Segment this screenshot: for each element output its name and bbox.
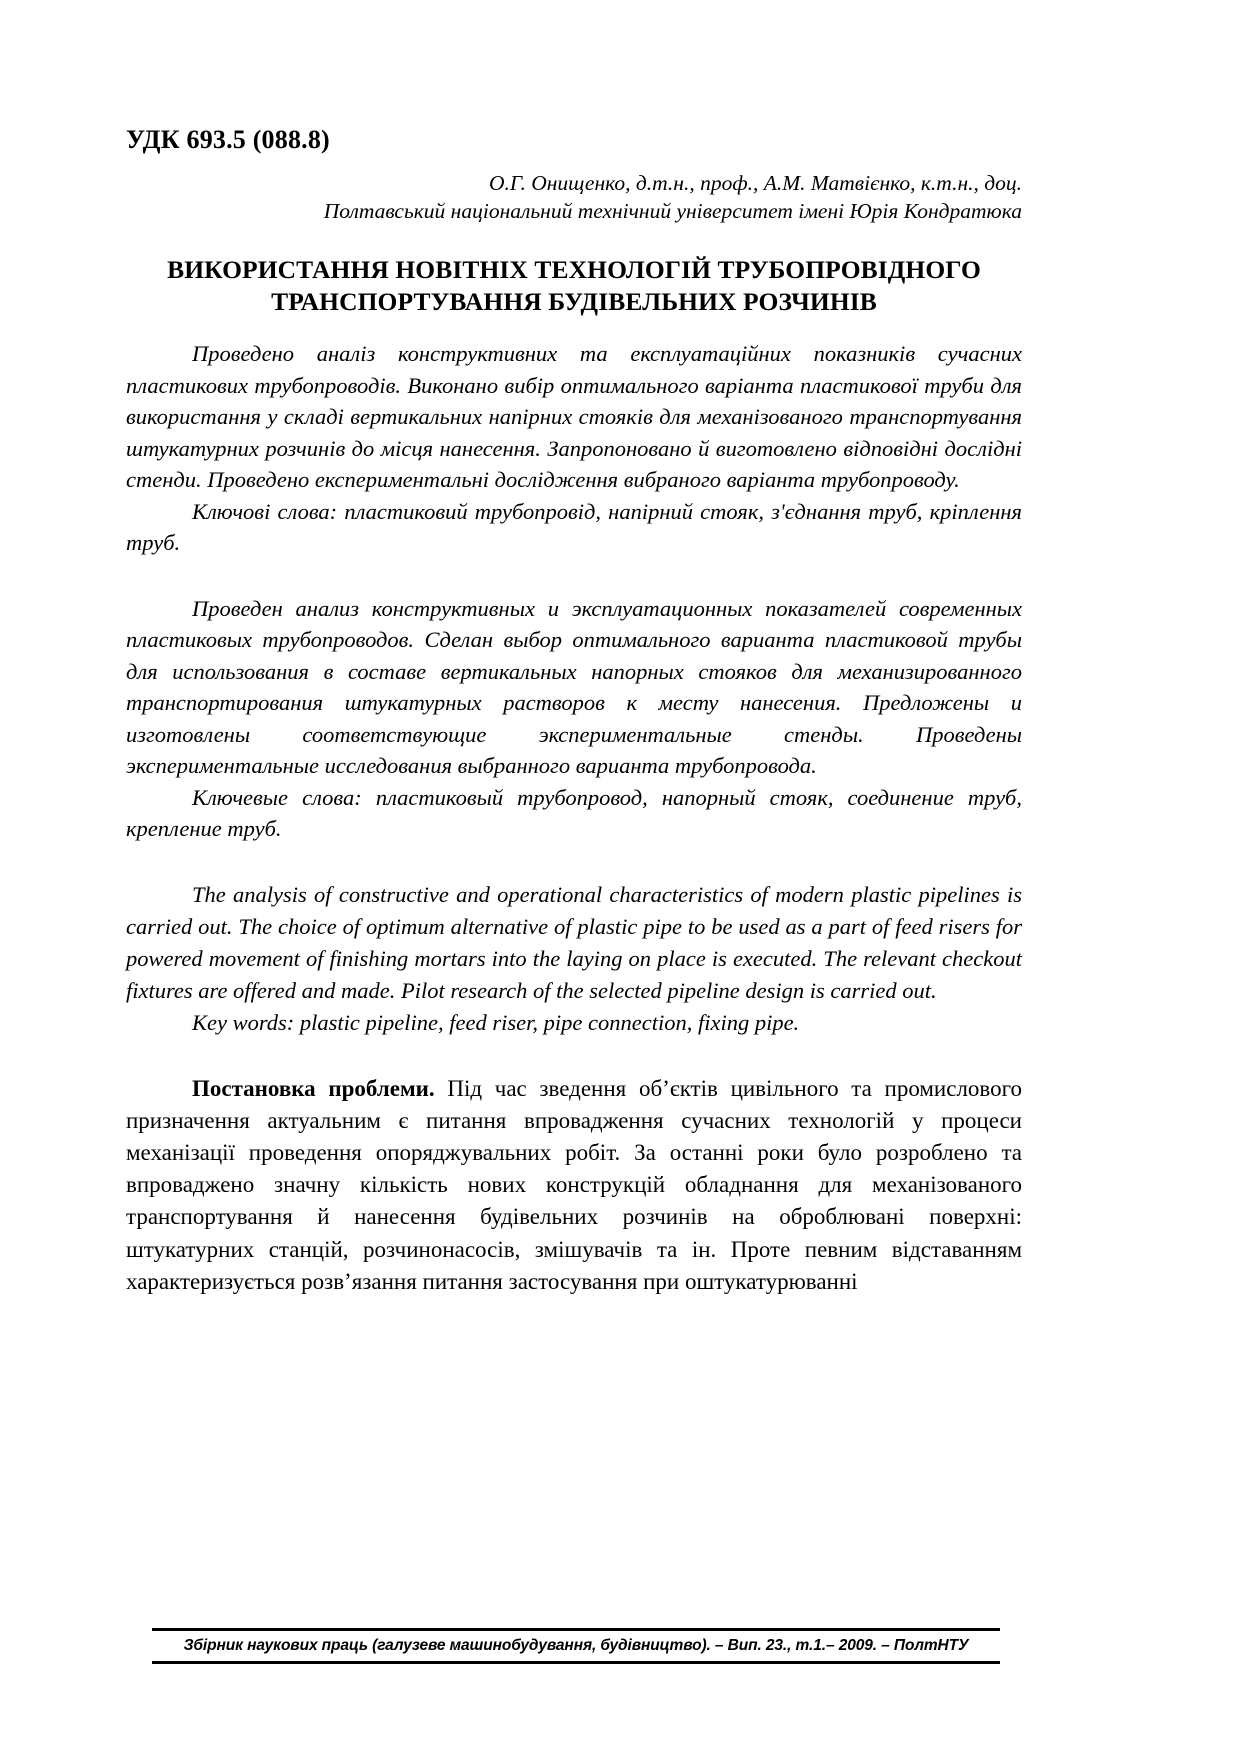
footer-rule-bottom bbox=[152, 1661, 1000, 1664]
abstract-ru-keywords-label: Ключевые слова: bbox=[192, 784, 362, 810]
affiliation: Полтавський національний технічний університет імені Юрія Кондратюка bbox=[323, 199, 1022, 224]
section-body-text: Під час зведення об’єктів цивільного та промислового призначення актуальним є питання впровадження сучасних технологій у процеси механізації проведення опоряджувальних робіт. За останні роки було розроблено та впроваджено значну кількість нових конструкцій обладнання для механізованого транспортування й нанесення будівельних розчинів на оброблювані поверхні: штукатурних станцій, розчинонасосів, змішувачів та ін. Проте певним відставанням характеризується розв’язання питання застосування при оштукатурюванні bbox=[126, 1075, 1022, 1294]
section-paragraph bbox=[126, 1073, 1022, 1298]
abstract-english bbox=[126, 879, 1022, 1039]
udc-code: УДК 693.5 (088.8) bbox=[126, 125, 330, 154]
article-title-line-1: ВИКОРИСТАННЯ НОВІТНІХ ТЕХНОЛОГІЙ ТРУБОПРОВІДНОГО bbox=[167, 255, 981, 285]
abstract-uk-body: Проведено аналіз конструктивних та експлуатаційних показників сучасних пластикових трубопроводів. Виконано вибір оптимального варіанта пластикової труби для використання у складі вертикальних напірних стояків для механізованого транспортування штукатурних розчинів до місця нанесення. Запропоновано й виготовлено відповідні дослідні стенди. Проведено експериментальні дослідження вибраного варіанта трубопроводу. bbox=[126, 341, 1022, 493]
section-problem-statement bbox=[126, 1073, 1022, 1298]
article-title-line-2: ТРАНСПОРТУВАННЯ БУДІВЕЛЬНИХ РОЗЧИНІВ bbox=[271, 287, 877, 317]
spacer-uk-ru bbox=[126, 559, 1022, 593]
page-footer bbox=[152, 1628, 1000, 1664]
abstract-en-body: The analysis of constructive and operational characteristics of modern plastic pipelines is carried out. The choice of optimum alternative of plastic pipe to be used as a part of feed risers for powered movement of finishing mortars into the laying on place is executed. The relevant checkout fixtures are offered and made. Pilot research of the selected pipeline design is carried out. bbox=[126, 881, 1022, 1003]
abstract-ru-body: Проведен анализ конструктивных и эксплуатационных показателей современных пластиковых трубопроводов. Сделан выбор оптимального варианта пластиковой трубы для использования в составе вертикальных напорных стояков для механизированного транспортирования штукатурных растворов к месту нанесения. Предложены и изготовлены соответствующие экспериментальные стенды. Проведены экспериментальные исследования выбранного варианта трубопровода. bbox=[126, 595, 1022, 779]
abstract-uk-keywords-label: Ключові слова: bbox=[192, 498, 338, 524]
spacer-en-body bbox=[126, 1039, 1022, 1073]
abstract-ru-keywords-value: пластиковый трубопровод, напорный стояк, соединение труб, крепление труб. bbox=[126, 784, 1022, 842]
page-content bbox=[126, 126, 1022, 1298]
abstract-en-keywords-value: plastic pipeline, feed riser, pipe connection, fixing pipe. bbox=[299, 1009, 800, 1035]
abstract-ru-keywords bbox=[126, 782, 1022, 845]
article-title bbox=[126, 254, 1022, 318]
abstract-ukrainian bbox=[126, 338, 1022, 559]
abstract-en-keywords-label: Key words: bbox=[192, 1009, 295, 1035]
section-lead-in: Постановка проблеми. bbox=[192, 1075, 435, 1101]
authors-block bbox=[126, 169, 1022, 227]
spacer-ru-en bbox=[126, 845, 1022, 879]
abstract-en-keywords bbox=[126, 1007, 1022, 1039]
authors-list: О.Г. Онищенко, д.т.н., проф., А.М. Матвієнко, к.т.н., доц. bbox=[488, 170, 1022, 195]
footer-citation: Збірник наукових праць (галузеве машинобудування, будівництво). – Вип. 23., т.1.– 2009. – ПолтНТУ bbox=[183, 1637, 969, 1654]
abstract-uk-keywords-value: пластиковий трубопровід, напірний стояк, з'єднання труб, кріплення труб. bbox=[126, 498, 1022, 556]
abstract-uk-keywords bbox=[126, 496, 1022, 559]
abstract-russian bbox=[126, 593, 1022, 845]
